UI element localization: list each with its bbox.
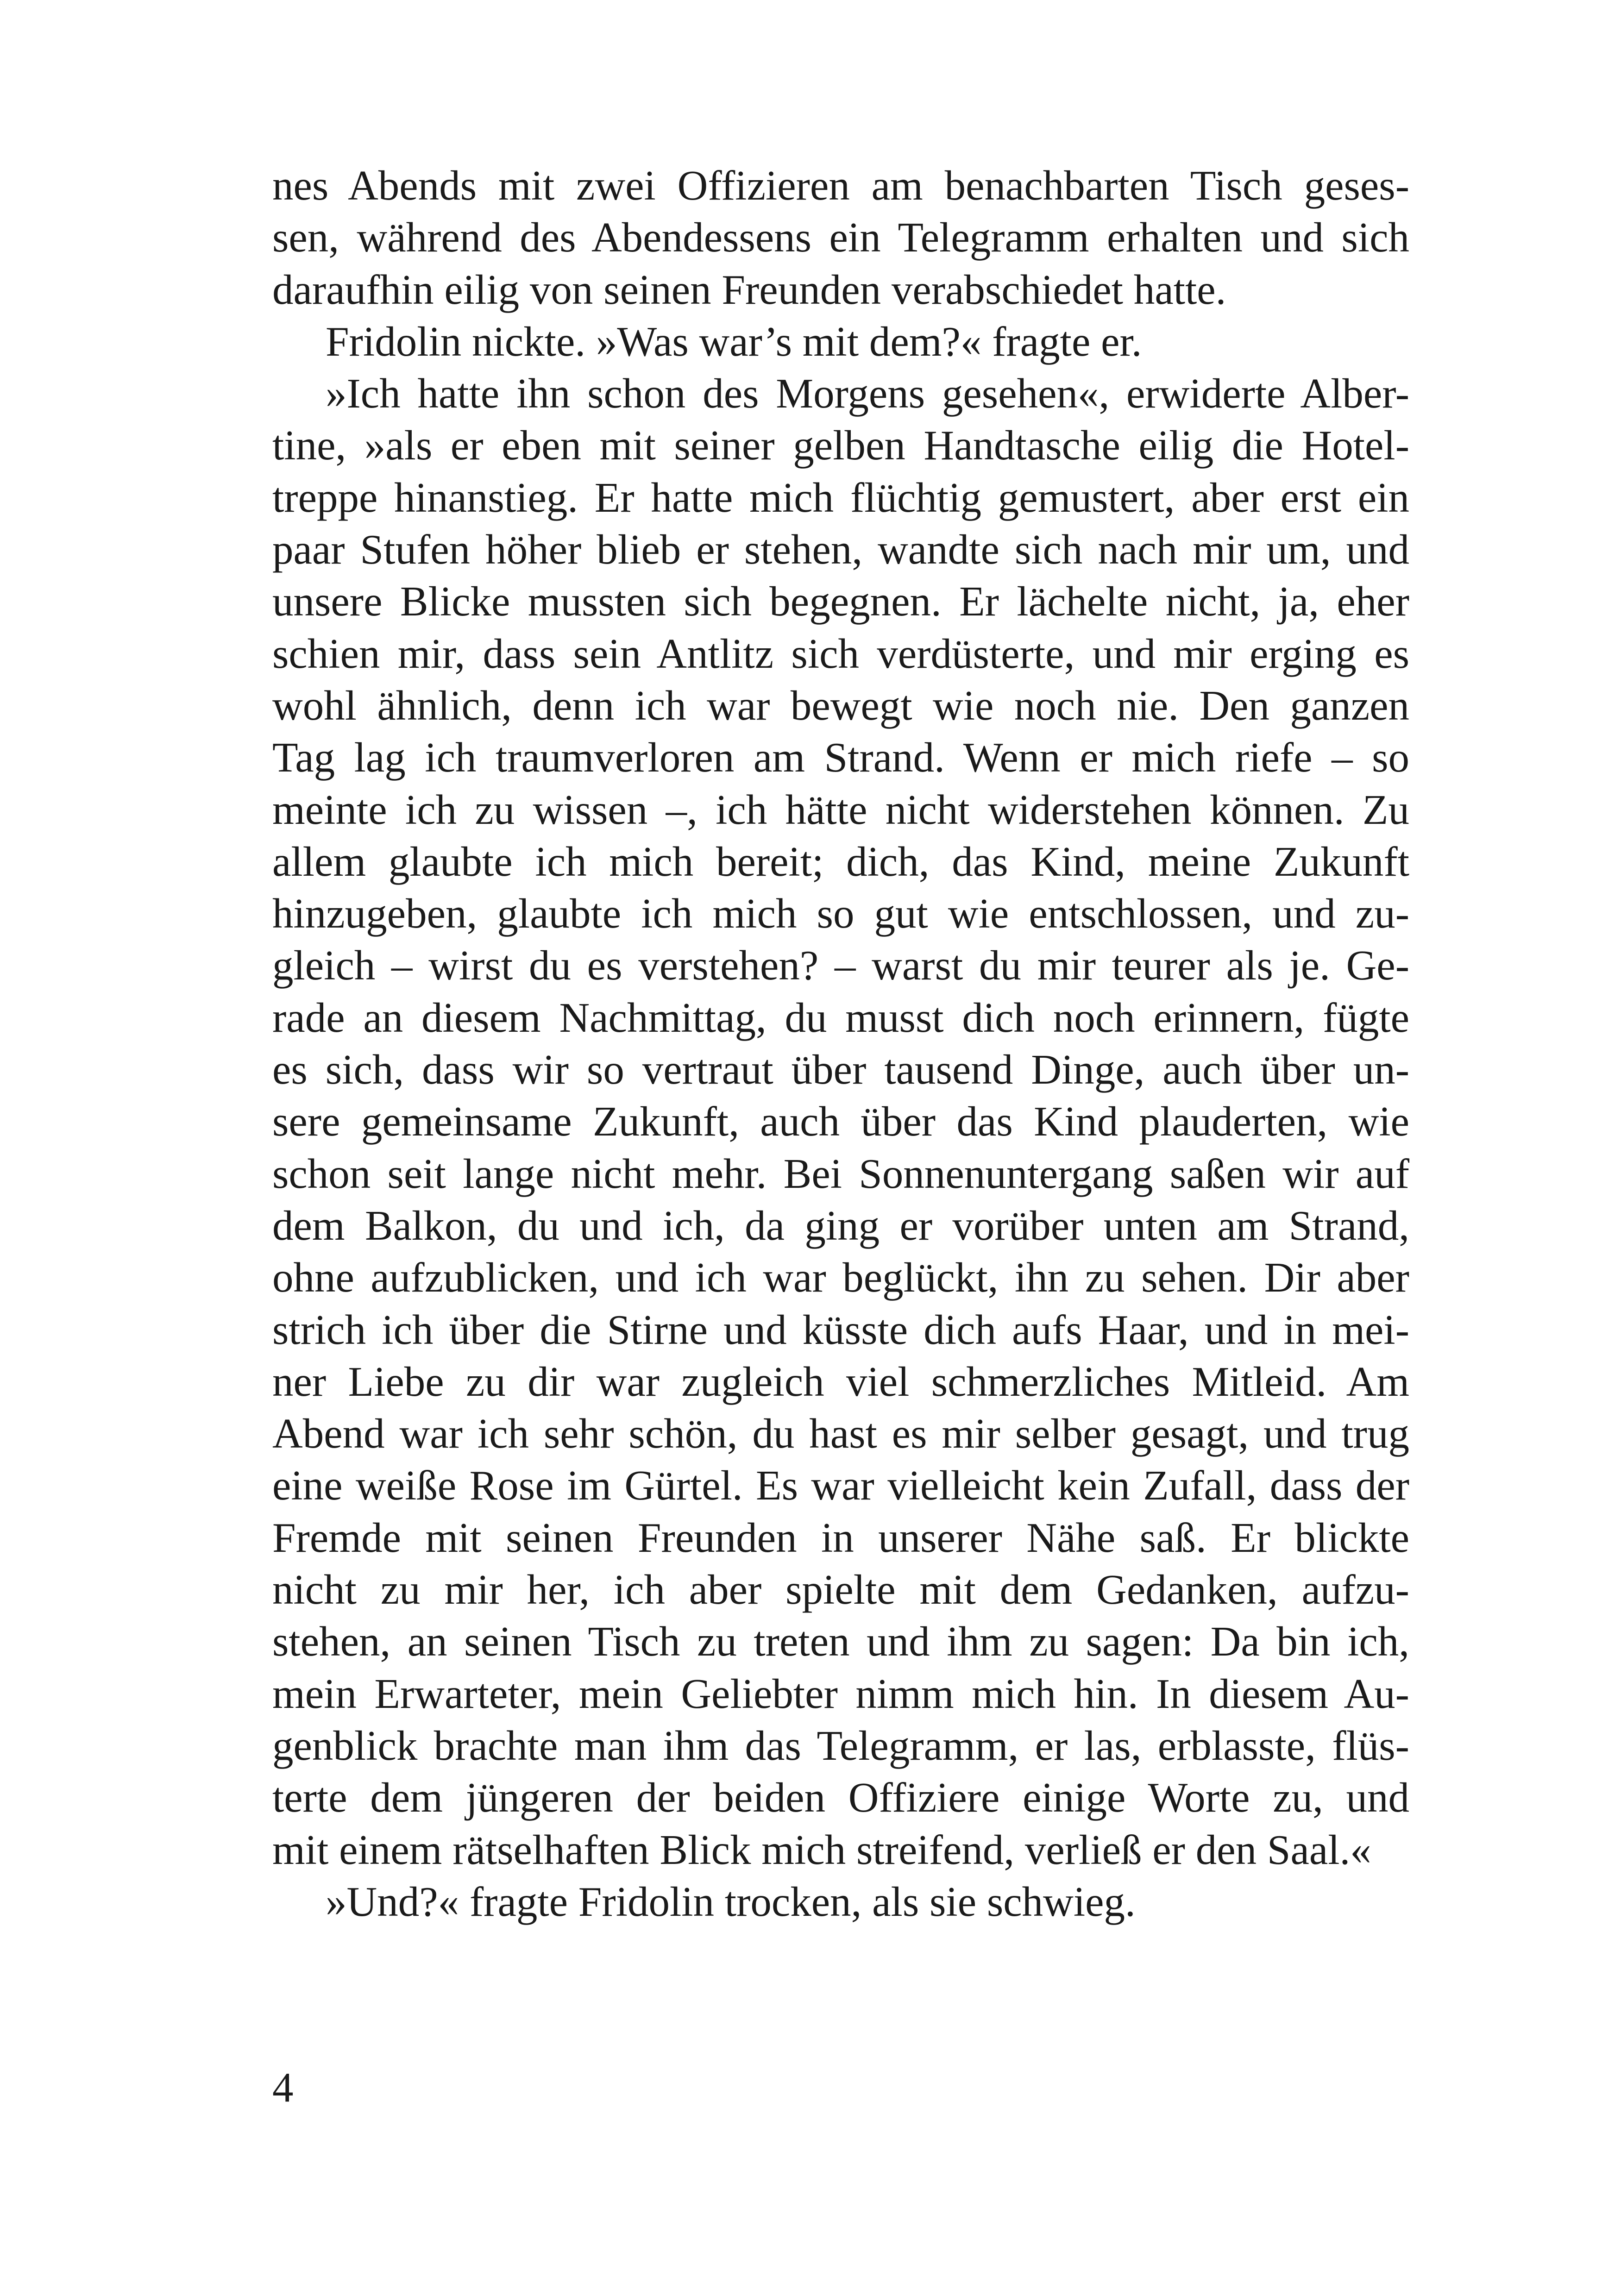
text-line-content: rade an diesem Nachmittag, du musst dich noch erinnern, fügte — [272, 994, 1409, 1041]
text-line — [272, 1772, 1409, 1824]
text-line-content: nes Abends mit zwei Offizieren am benachbarten Tisch geses- — [272, 162, 1409, 209]
text-line — [272, 1044, 1409, 1096]
text-line — [272, 1616, 1409, 1668]
text-line-content: dem Balkon, du und ich, da ging er vorüber unten am Strand, — [272, 1202, 1409, 1249]
text-line-content: meinte ich zu wissen –, ich hätte nicht widerstehen können. Zu — [272, 786, 1409, 833]
text-line — [272, 836, 1409, 888]
text-line-content: sen, während des Abendessens ein Telegramm erhalten und sich — [272, 214, 1409, 261]
text-line-content: Tag lag ich traumverloren am Strand. Wenn er mich riefe – so — [272, 734, 1409, 781]
text-line — [272, 1356, 1409, 1408]
text-line-content: wohl ähnlich, denn ich war bewegt wie noch nie. Den ganzen — [272, 682, 1409, 729]
text-line-content: sere gemeinsame Zukunft, auch über das Kind plauderten, wie — [272, 1098, 1409, 1145]
text-line — [272, 1096, 1409, 1148]
text-line — [272, 888, 1409, 940]
text-line — [272, 524, 1409, 576]
text-line-content: Fridolin nickte. »Was war’s mit dem?« fragte er. — [326, 318, 1142, 365]
text-line — [272, 212, 1409, 263]
body-text — [272, 160, 1409, 1928]
text-line-content: ner Liebe zu dir war zugleich viel schmerzliches Mitleid. Am — [272, 1358, 1409, 1405]
text-line — [272, 368, 1409, 420]
text-line-content: mein Erwarteter, mein Geliebter nimm mich hin. In diesem Au- — [272, 1670, 1409, 1717]
text-line-content: treppe hinanstieg. Er hatte mich flüchtig gemustert, aber erst ein — [272, 474, 1409, 521]
text-line-content: hinzugeben, glaubte ich mich so gut wie entschlossen, und zu- — [272, 890, 1409, 937]
text-line — [272, 1200, 1409, 1252]
text-line-content: allem glaubte ich mich bereit; dich, das Kind, meine Zukunft — [272, 838, 1409, 885]
text-line-content: genblick brachte man ihm das Telegramm, er las, erblasste, flüs- — [272, 1722, 1409, 1769]
text-line-content: strich ich über die Stirne und küsste dich aufs Haar, und in mei- — [272, 1306, 1409, 1353]
text-line — [272, 992, 1409, 1044]
text-line — [272, 1824, 1409, 1876]
text-line-content: terte dem jüngeren der beiden Offiziere einige Worte zu, und — [272, 1774, 1409, 1821]
text-line — [272, 1720, 1409, 1772]
text-line — [272, 1668, 1409, 1720]
text-line-content: eine weiße Rose im Gürtel. Es war vielleicht kein Zufall, dass der — [272, 1462, 1409, 1509]
text-line-content: gleich – wirst du es verstehen? – warst du mir teurer als je. Ge- — [272, 942, 1409, 989]
text-line-content: schon seit lange nicht mehr. Bei Sonnenuntergang saßen wir auf — [272, 1150, 1409, 1197]
text-line-content: nicht zu mir her, ich aber spielte mit dem Gedanken, aufzu- — [272, 1566, 1409, 1613]
text-line — [272, 1304, 1409, 1356]
text-line — [272, 1252, 1409, 1304]
text-line-content: Abend war ich sehr schön, du hast es mir selber gesagt, und trug — [272, 1410, 1409, 1457]
text-line-content: daraufhin eilig von seinen Freunden verabschiedet hatte. — [272, 266, 1226, 313]
text-line — [272, 1408, 1409, 1460]
text-line — [272, 784, 1409, 836]
text-line-content: ohne aufzublicken, und ich war beglückt, ihn zu sehen. Dir aber — [272, 1254, 1409, 1301]
text-line-content: »Und?« fragte Fridolin trocken, als sie schwieg. — [326, 1878, 1136, 1925]
text-line-content: unsere Blicke mussten sich begegnen. Er lächelte nicht, ja, eher — [272, 578, 1409, 625]
text-line — [272, 940, 1409, 991]
text-line — [272, 732, 1409, 784]
text-line — [272, 472, 1409, 524]
text-line — [272, 1876, 1409, 1928]
text-line — [272, 316, 1409, 368]
text-line — [272, 420, 1409, 471]
text-line — [272, 680, 1409, 732]
text-line-content: mit einem rätselhaften Blick mich streifend, verließ er den Saal.« — [272, 1826, 1371, 1873]
text-line-content: »Ich hatte ihn schon des Morgens gesehen«, erwiderte Alber- — [326, 370, 1409, 417]
text-line-content: es sich, dass wir so vertraut über tausend Dinge, auch über un- — [272, 1046, 1409, 1093]
text-line-content: schien mir, dass sein Antlitz sich verdüsterte, und mir erging es — [272, 630, 1409, 677]
text-line-content: paar Stufen höher blieb er stehen, wandte sich nach mir um, und — [272, 526, 1409, 573]
text-line — [272, 160, 1409, 212]
text-line-content: tine, »als er eben mit seiner gelben Handtasche eilig die Hotel- — [272, 422, 1409, 469]
text-line — [272, 1564, 1409, 1616]
text-line — [272, 576, 1409, 627]
text-line — [272, 1512, 1409, 1564]
text-line — [272, 628, 1409, 680]
text-line-content: Fremde mit seinen Freunden in unserer Nähe saß. Er blickte — [272, 1514, 1409, 1561]
text-line-content: stehen, an seinen Tisch zu treten und ihm zu sagen: Da bin ich, — [272, 1618, 1409, 1665]
text-line — [272, 1148, 1409, 1200]
text-line — [272, 264, 1409, 316]
page-number: 4 — [272, 2064, 294, 2111]
text-line — [272, 1460, 1409, 1512]
